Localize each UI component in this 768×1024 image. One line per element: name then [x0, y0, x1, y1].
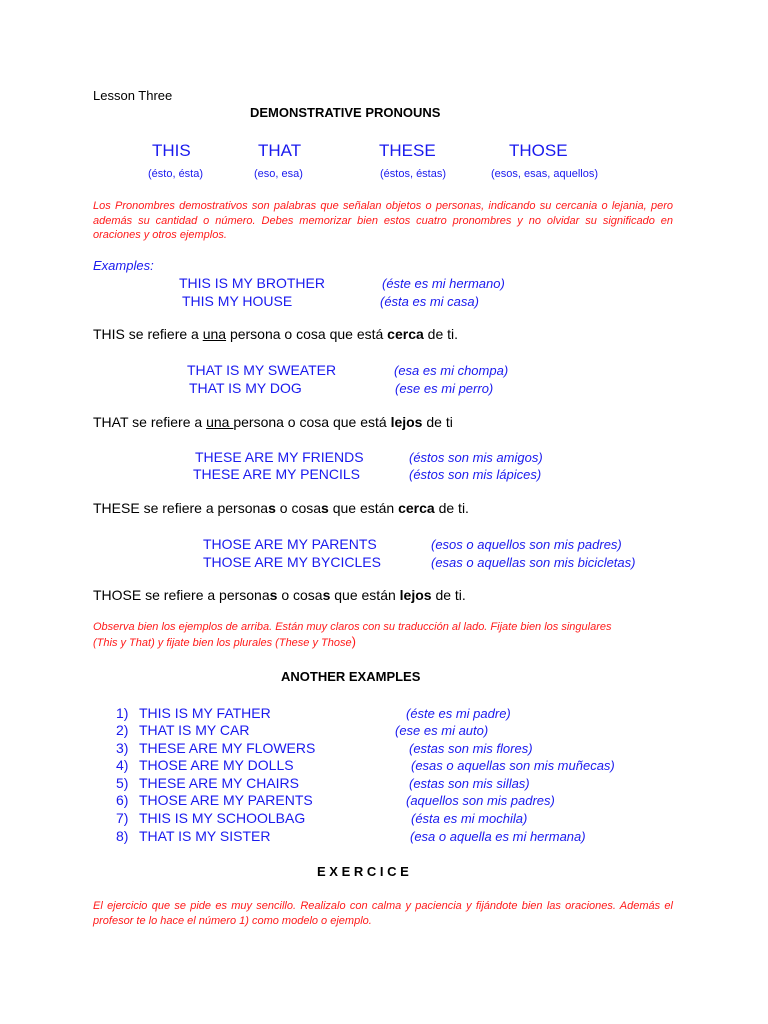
- example-es: (esas o aquellas son mis bicicletas): [431, 555, 636, 570]
- rule-this: THIS se refiere a una persona o cosa que está cerca de ti.: [93, 326, 459, 342]
- example-en: THOSE ARE MY BYCICLES: [203, 554, 381, 570]
- pronoun-these-translation: (éstos, éstas): [380, 168, 447, 180]
- pronoun-this: THIS: [152, 141, 191, 160]
- exercise-title: E X E R C I C E: [317, 864, 409, 879]
- example-es: (esos o aquellos son mis padres): [431, 537, 622, 552]
- pronoun-that: THAT: [258, 141, 302, 160]
- rule-that: THAT se refiere a una persona o cosa que está lejos de ti: [93, 414, 453, 430]
- example-es: (ese es mi perro): [395, 381, 494, 396]
- example-es: (éste es mi hermano): [382, 276, 505, 291]
- example-en: THAT IS MY SWEATER: [187, 362, 337, 378]
- example-en: THIS MY HOUSE: [182, 293, 293, 309]
- example-es: (esa es mi chompa): [394, 363, 509, 378]
- example-en: THOSE ARE MY PARENTS: [203, 536, 377, 552]
- observe-paragraph: Observa bien los ejemplos de arriba. Están muy claros con su traducción al lado. Fijate bien los singulares (This y That) y fijate bien los plurales (These y Those): [93, 621, 612, 649]
- example-en: THIS IS MY BROTHER: [179, 275, 325, 291]
- example-en: THAT IS MY DOG: [189, 380, 302, 396]
- intro-paragraph: Los Pronombres demostrativos son palabras que señalan objetos o personas, indicando su cercania o lejania, pero además su cantidad o número. Debes memorizar bien estos cuatro pronombres y no olvidar su significado en oraciones y otros ejemplos.: [93, 200, 673, 241]
- example-es: (ésta es mi casa): [380, 294, 479, 309]
- pronoun-those-translation: (esos, esas, aquellos): [491, 168, 598, 180]
- example-es: (éstos son mis lápices): [409, 467, 542, 482]
- lesson-label: Lesson Three: [93, 88, 173, 103]
- pronoun-those: THOSE: [509, 141, 568, 160]
- example-en: THESE ARE MY FRIENDS: [195, 449, 364, 465]
- pronoun-this-translation: (ésto, ésta): [148, 168, 204, 180]
- rule-those: THOSE se refiere a personas o cosas que están lejos de ti.: [93, 587, 466, 603]
- pronoun-that-translation: (eso, esa): [254, 168, 303, 180]
- page-title: DEMONSTRATIVE PRONOUNS: [250, 105, 441, 120]
- example-en: THESE ARE MY PENCILS: [193, 466, 361, 482]
- pronoun-these: THESE: [379, 141, 436, 160]
- example-es: (éstos son mis amigos): [409, 450, 543, 465]
- examples-label: Examples:: [93, 258, 154, 273]
- another-examples-title: ANOTHER EXAMPLES: [281, 669, 421, 684]
- rule-these: THESE se refiere a personas o cosas que están cerca de ti.: [93, 500, 469, 516]
- exercise-paragraph: El ejercicio que se pide es muy sencillo. Realizalo con calma y paciencia y fijándote bien las oraciones. Además el profesor te lo hace el número 1) como modelo o ejemplo.: [93, 900, 673, 927]
